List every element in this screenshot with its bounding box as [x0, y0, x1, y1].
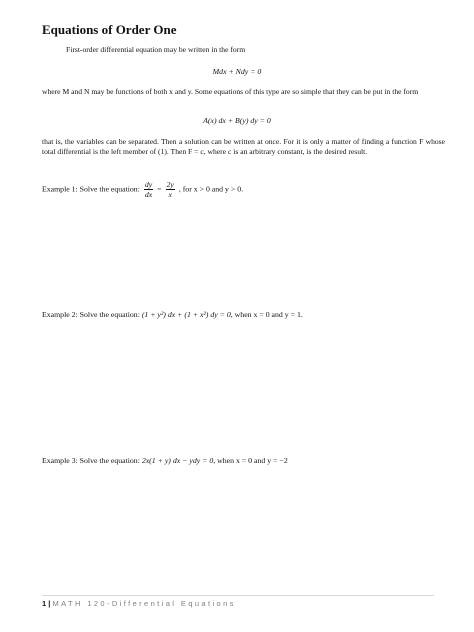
equation-2: A(x) dx + B(y) dy = 0	[203, 116, 271, 125]
footer-divider	[42, 595, 434, 596]
example-1-conditions: , for x > 0 and y > 0.	[178, 184, 244, 194]
example-3-conditions: , when x = 0 and y = −2	[213, 456, 288, 465]
example-2-equation: (1 + y²) dx + (1 + x²) dy = 0	[141, 310, 231, 319]
example-1-lhs-fraction	[144, 180, 153, 199]
example-1-lead: Example 1: Solve the equation:	[42, 184, 140, 194]
intro-paragraph: First-order differential equation may be written in the form	[66, 45, 246, 54]
page-number: 1	[42, 599, 47, 608]
equation-1: Mdx + Ndy = 0	[212, 67, 262, 76]
example-1-rhs-denominator: x	[168, 190, 172, 199]
page-footer	[42, 599, 236, 608]
example-3-lead: Example 3: Solve the equation:	[42, 456, 140, 465]
example-3	[42, 456, 288, 465]
course-name: MATH 120-Differential Equations	[52, 599, 236, 608]
paragraph-3: that is, the variables can be separated. Then a solution can be written at once. For it is only a matter of finding a function F whose total differential is the left member of (1). Then F = c, where c is an arbitrary constant, is the desired result.	[42, 137, 445, 156]
example-1-lhs-denominator: dx	[144, 190, 153, 199]
example-2	[42, 310, 303, 319]
example-2-lead: Example 2: Solve the equation:	[42, 310, 140, 319]
paragraph-2: where M and N may be functions of both x and y. Some equations of this type are so simple that they can be put in the form	[42, 87, 419, 96]
example-1	[42, 180, 243, 199]
example-1-rhs-fraction	[166, 180, 175, 199]
footer-separator: |	[48, 599, 51, 608]
example-3-equation: 2x(1 + y) dx − ydy = 0	[141, 456, 214, 465]
example-1-rhs-numerator: 2y	[166, 180, 174, 189]
example-1-lhs-numerator: dy	[144, 180, 153, 189]
example-2-conditions: , when x = 0 and y = 1.	[230, 310, 303, 319]
page-title: Equations of Order One	[42, 22, 177, 37]
example-1-equals: =	[157, 184, 162, 194]
